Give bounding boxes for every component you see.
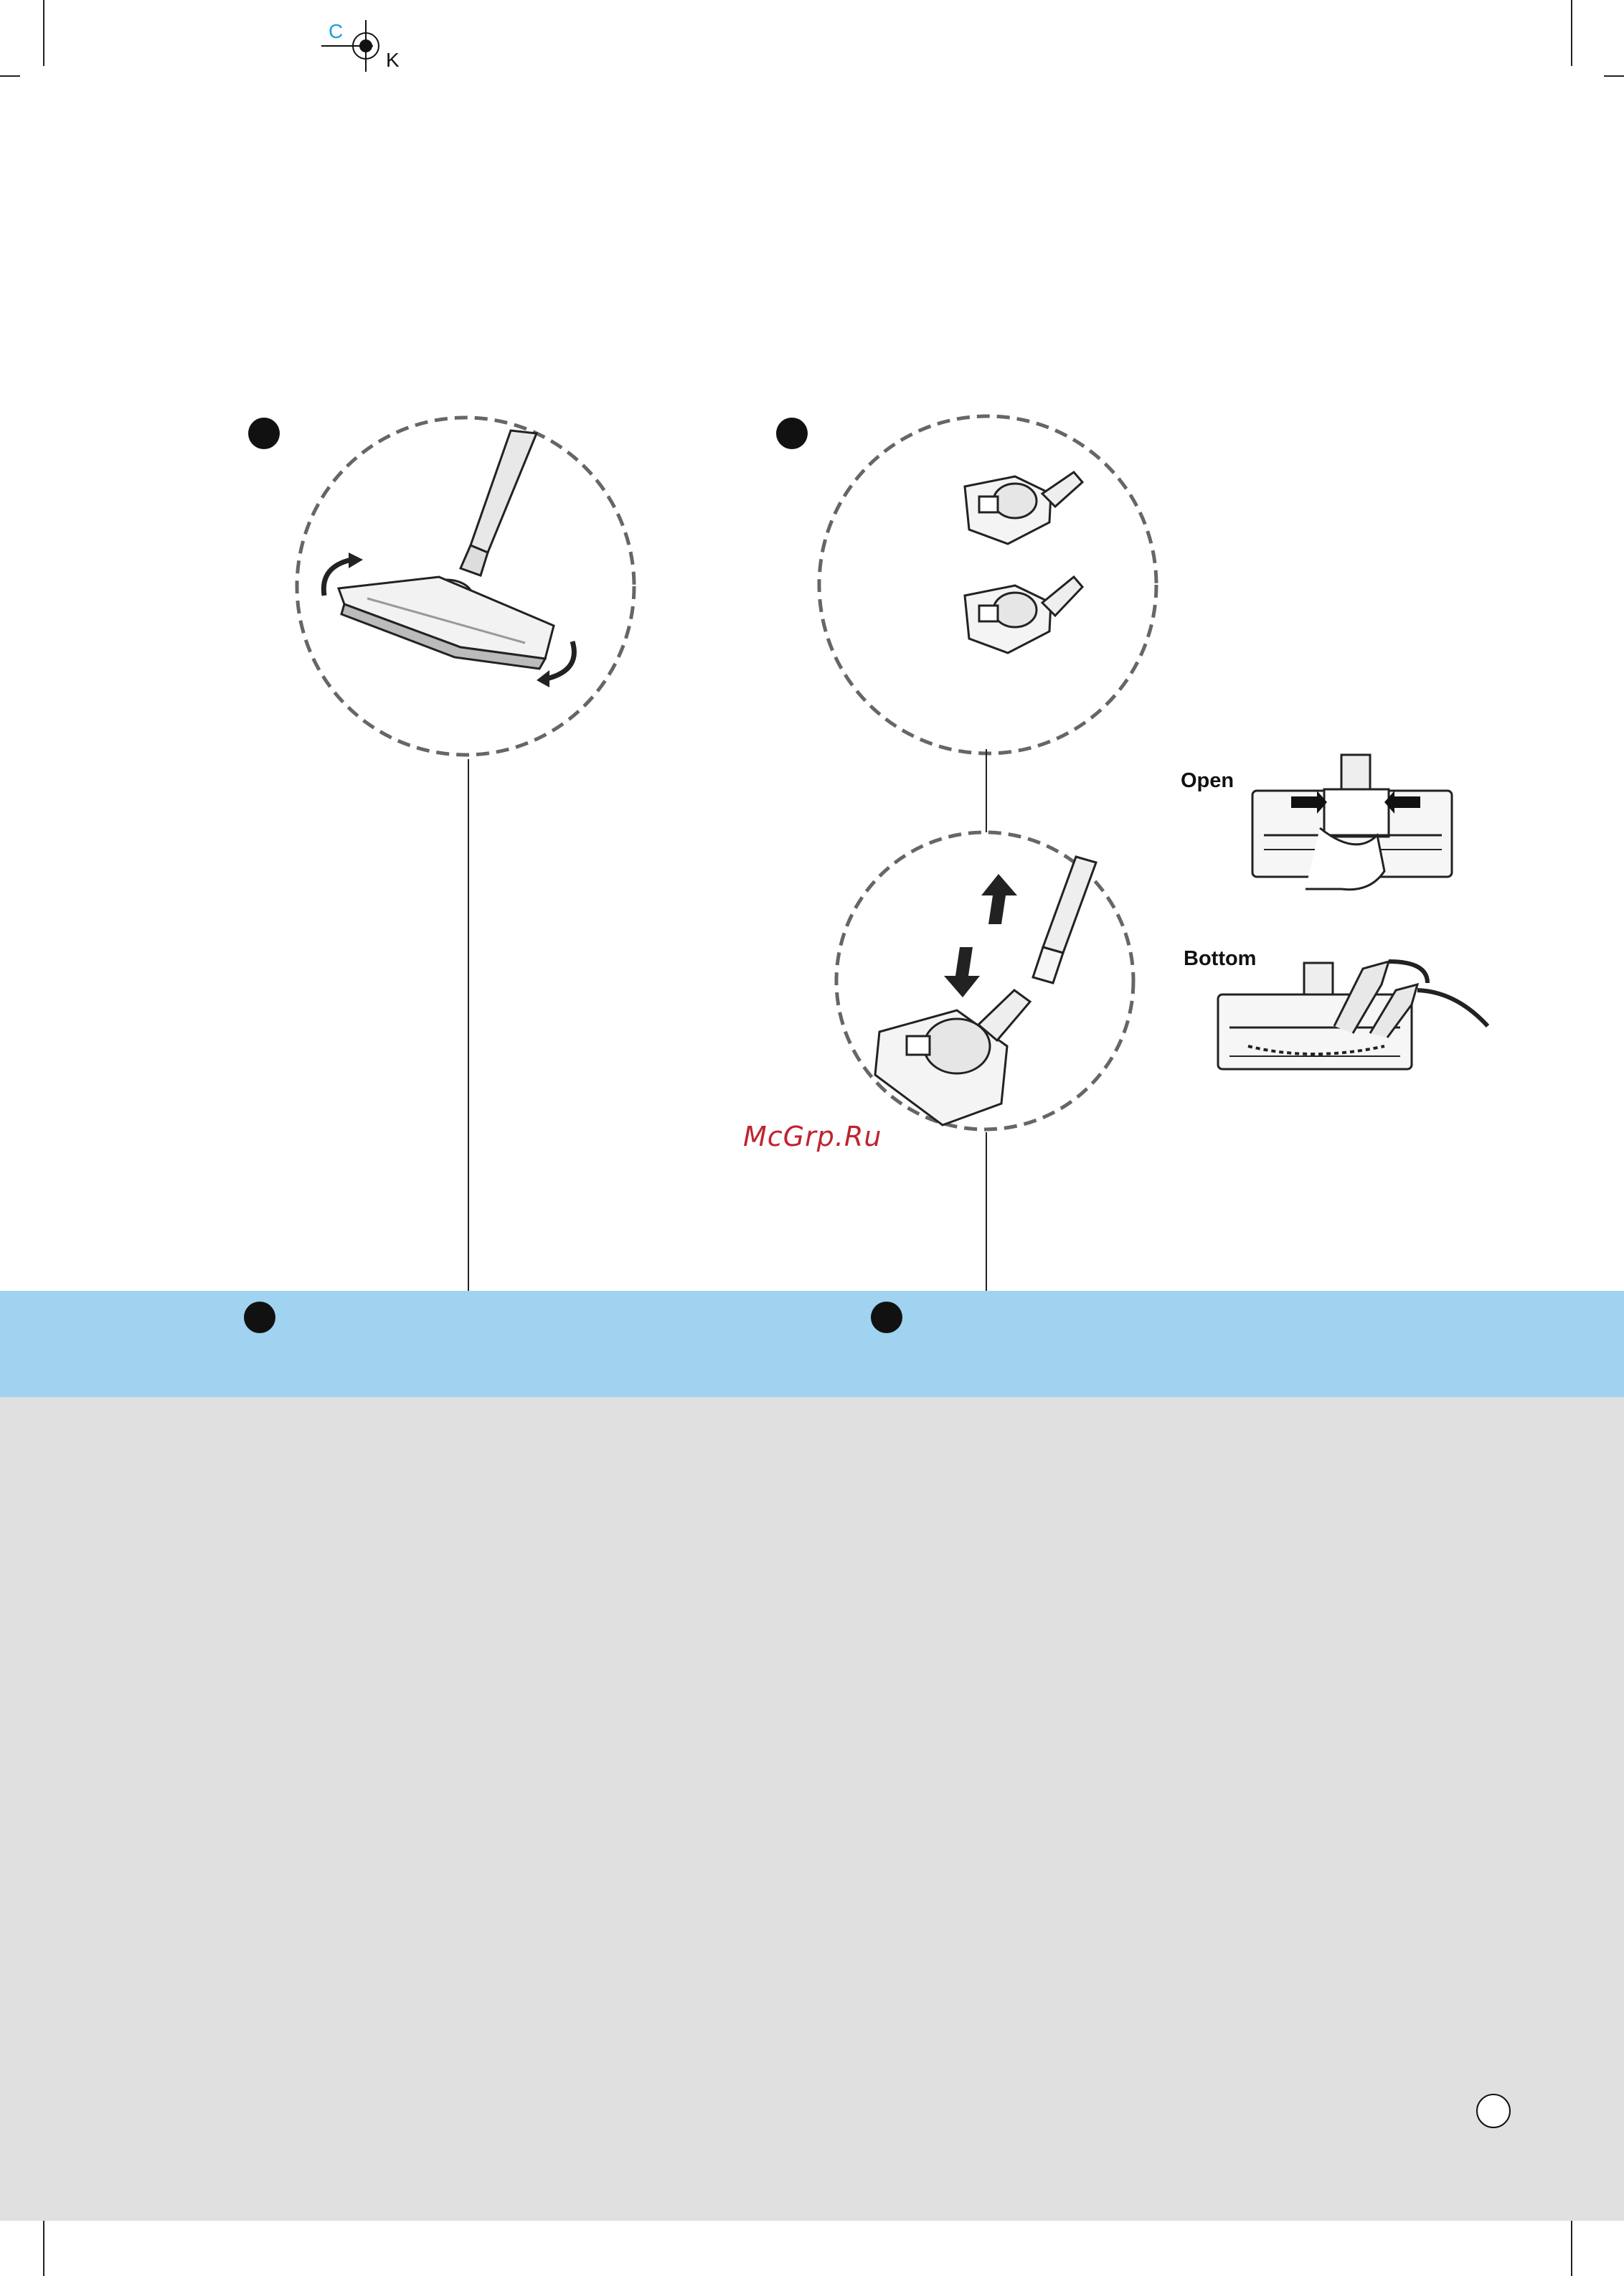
open-label: Open [1181,769,1234,792]
trim-mark-bottom-right-v [1571,2219,1572,2276]
rotate-arrow-icon [537,639,594,696]
section-bullet-1 [244,1302,275,1333]
brush-roll-open-illustration [1248,749,1463,893]
arrow-up-icon [977,874,1020,931]
section-header-band [0,1291,1624,1397]
trim-mark-top-right-h [1604,75,1624,77]
bottom-label: Bottom [1184,947,1257,970]
section-bullet-2 [871,1302,902,1333]
connector-line-1 [468,759,469,1292]
registration-k: K [386,49,400,71]
trim-mark-top-left-v [43,0,44,66]
trim-mark-top-left-h [0,75,20,77]
step-bullet-1 [248,418,280,449]
rotate-arrow-icon [316,552,373,610]
watermark: McGrp.Ru [743,1121,882,1152]
connector-line-2b [986,1132,987,1292]
registration-c: C [329,20,344,42]
connector-line-2a [986,749,987,832]
trim-mark-bottom-left-v [43,2219,44,2276]
brush-roll-bottom-illustration [1212,947,1492,1091]
step-bullet-2 [776,418,808,449]
arrow-down-icon [941,947,984,1005]
content-panel [0,1397,1624,2221]
trim-mark-top-right-v [1571,0,1572,66]
page-number-badge [1476,2094,1511,2128]
